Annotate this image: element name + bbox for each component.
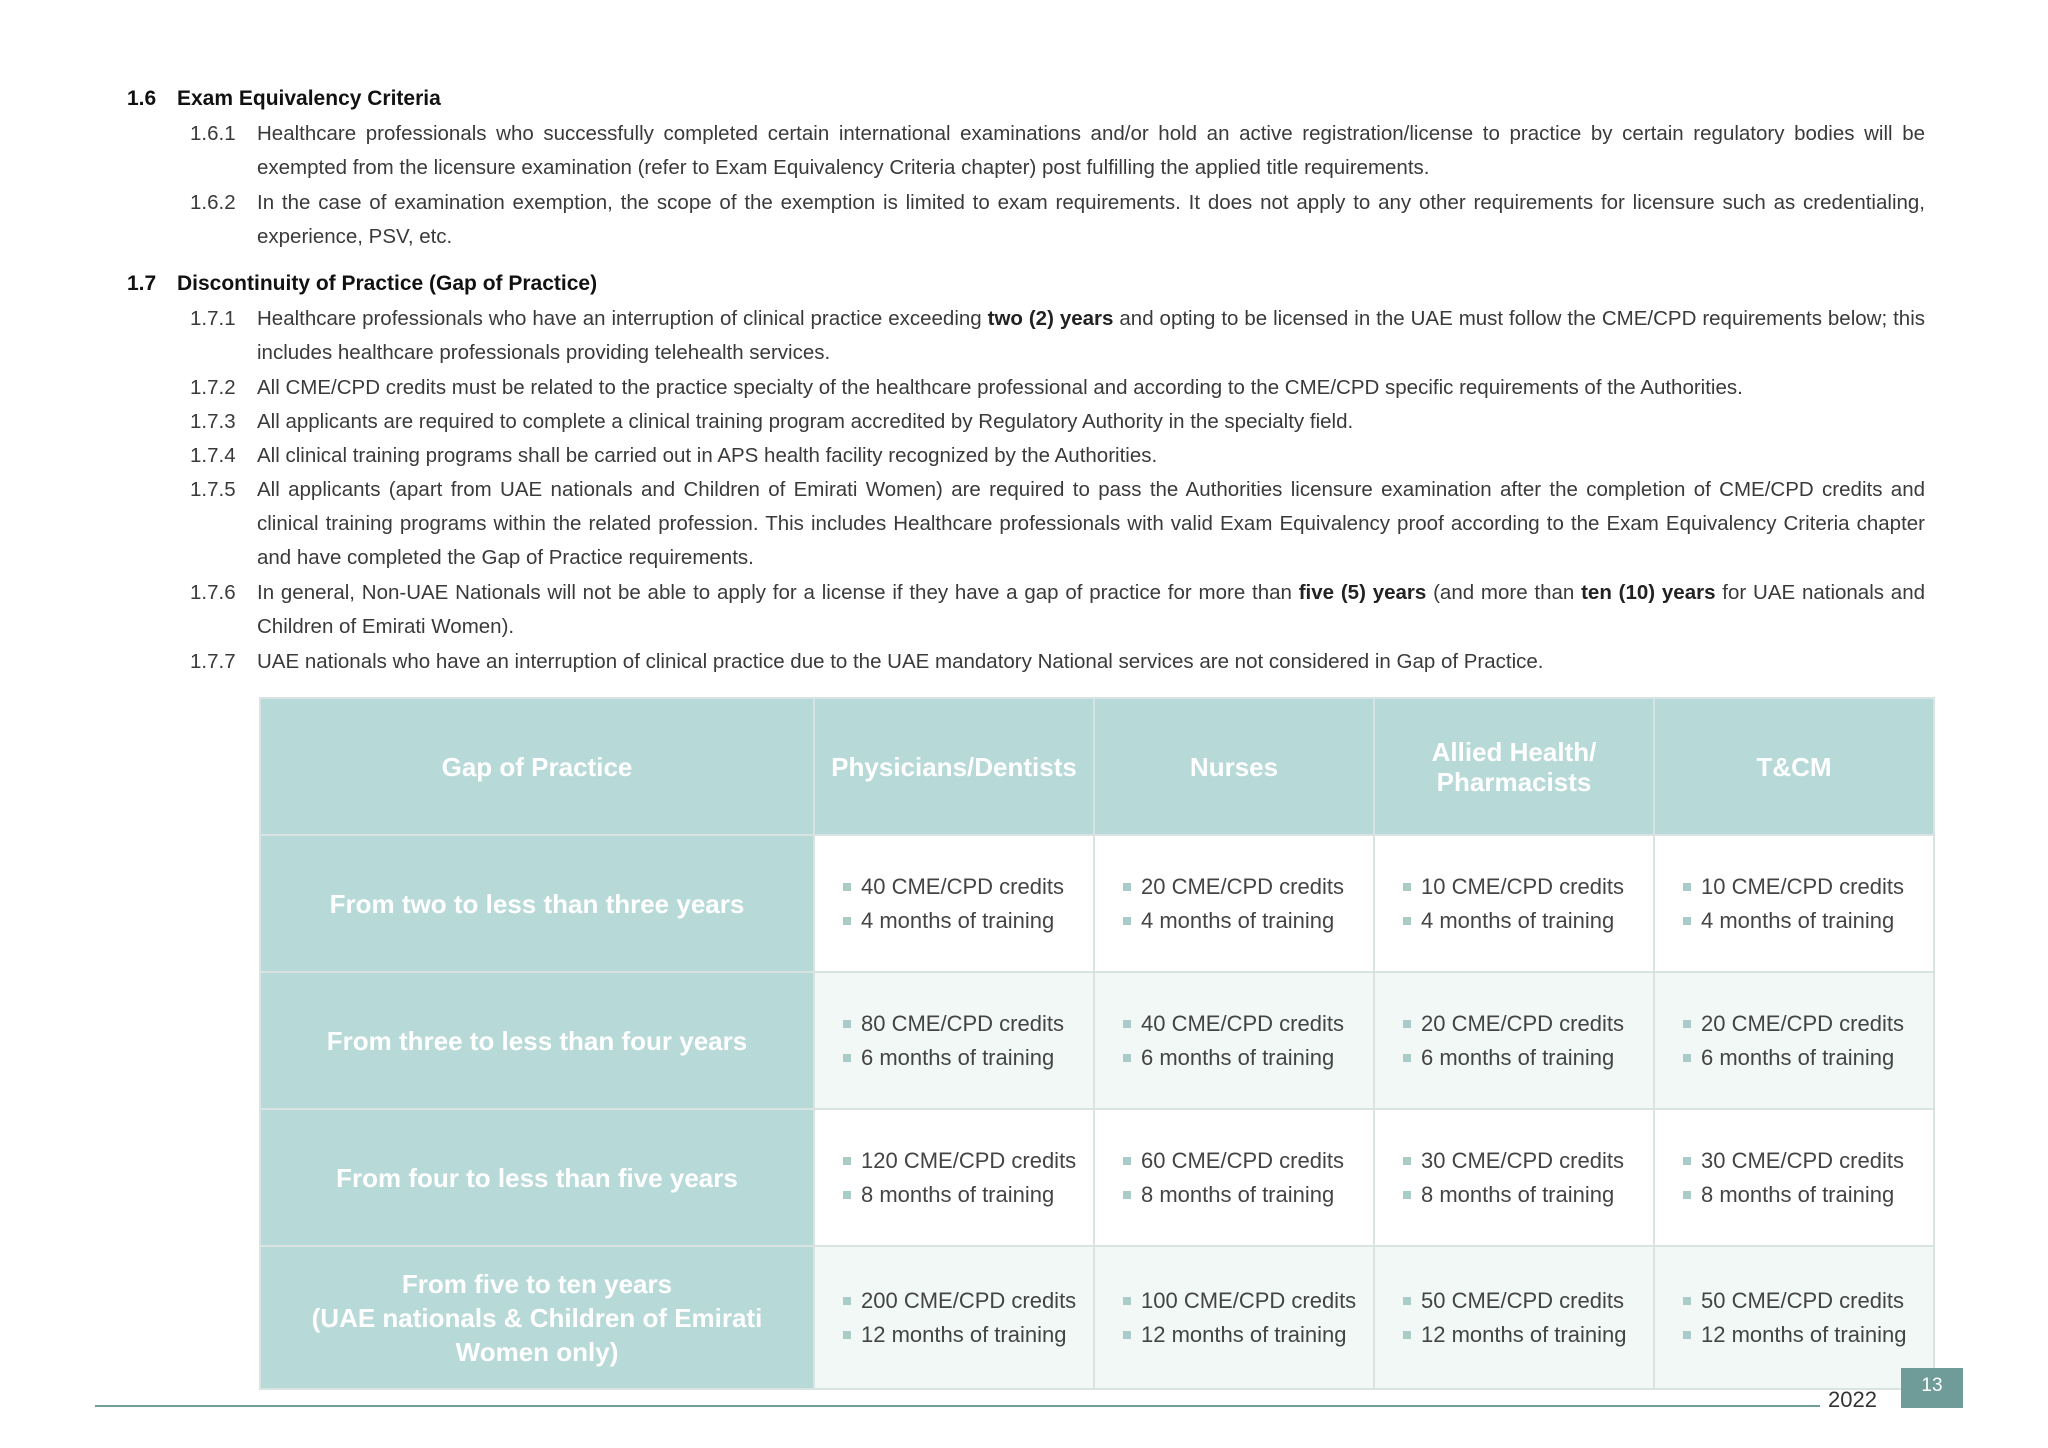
column-header: T&CM [1654, 698, 1934, 835]
table-row [260, 835, 1934, 972]
list-item-1-7-4 [190, 439, 1925, 473]
table-cell [1094, 1109, 1374, 1246]
list-item-1-7-5 [190, 473, 1925, 575]
table-row [260, 972, 1934, 1109]
table-header-row [260, 698, 1934, 835]
table-cell [1374, 1109, 1654, 1246]
section-number: 1.6 [127, 87, 157, 110]
item-number: 1.6.2 [190, 191, 236, 214]
list-item: 8 months of training [843, 1178, 1093, 1212]
column-header: Physicians/Dentists [814, 698, 1094, 835]
list-item: 8 months of training [1683, 1178, 1933, 1212]
list-item: 20 CME/CPD credits [1403, 1007, 1653, 1041]
list-item: 50 CME/CPD credits [1403, 1284, 1653, 1318]
item-text: All applicants are required to complete a clinical training program accredited by Regulatory Authority in the specialty field. [257, 410, 1354, 433]
item-text: All clinical training programs shall be carried out in APS health facility recognized by the Authorities. [257, 444, 1158, 467]
list-item: 80 CME/CPD credits [843, 1007, 1093, 1041]
list-item: 60 CME/CPD credits [1123, 1144, 1373, 1178]
table-cell [814, 1109, 1094, 1246]
list-item: 12 months of training [1683, 1318, 1933, 1352]
item-number: 1.6.1 [190, 122, 236, 145]
list-item: 4 months of training [1403, 904, 1653, 938]
table-cell [1374, 972, 1654, 1109]
table-cell [1654, 1246, 1934, 1389]
section-title: Exam Equivalency Criteria [177, 87, 441, 110]
list-item: 200 CME/CPD credits [843, 1284, 1093, 1318]
list-item: 50 CME/CPD credits [1683, 1284, 1933, 1318]
list-item-1-6-1 [190, 117, 1925, 185]
table-cell [814, 835, 1094, 972]
list-item: 6 months of training [1123, 1041, 1373, 1075]
item-text: In the case of examination exemption, the scope of the exemption is limited to exam requirements. It does not apply to any other requirements for licensure such as credentialing, experience, PSV, etc. [257, 191, 1925, 248]
list-item: 10 CME/CPD credits [1683, 870, 1933, 904]
table-row [260, 1246, 1934, 1389]
list-item: 12 months of training [1123, 1318, 1373, 1352]
table-cell [1374, 1246, 1654, 1389]
section-title: Discontinuity of Practice (Gap of Practice) [177, 272, 598, 295]
list-item-1-7-1 [190, 302, 1925, 370]
item-number: 1.7.3 [190, 410, 236, 433]
item-text: In general, Non-UAE Nationals will not be able to apply for a license if they have a gap of practice for more than five (5) years (and more than ten (10) years for UAE nationals and Children of Emirati Women). [257, 581, 1926, 638]
table-cell [1094, 835, 1374, 972]
table-cell [1094, 972, 1374, 1109]
row-header: From three to less than four years [260, 972, 814, 1109]
list-item: 6 months of training [1403, 1041, 1653, 1075]
list-item: 8 months of training [1403, 1178, 1653, 1212]
list-item: 4 months of training [1683, 904, 1933, 938]
list-item: 20 CME/CPD credits [1683, 1007, 1933, 1041]
page-number: 13 [1901, 1368, 1963, 1408]
column-header: Nurses [1094, 698, 1374, 835]
item-number: 1.7.6 [190, 581, 236, 604]
item-text: UAE nationals who have an interruption of clinical practice due to the UAE mandatory National services are not considered in Gap of Practice. [257, 650, 1544, 673]
item-number: 1.7.7 [190, 650, 236, 673]
list-item-1-7-2 [190, 371, 1925, 405]
gap-of-practice-table [259, 697, 1935, 1390]
section-heading-1-6 [127, 87, 441, 111]
table-cell [1094, 1246, 1374, 1389]
table-cell [1654, 1109, 1934, 1246]
list-item: 40 CME/CPD credits [1123, 1007, 1373, 1041]
list-item: 4 months of training [1123, 904, 1373, 938]
item-number: 1.7.2 [190, 376, 236, 399]
table-row [260, 1109, 1934, 1246]
row-header-line: From five to ten years [401, 1268, 673, 1299]
list-item: 120 CME/CPD credits [843, 1144, 1093, 1178]
table-cell [814, 972, 1094, 1109]
item-number: 1.7.1 [190, 307, 236, 330]
list-item: 40 CME/CPD credits [843, 870, 1093, 904]
emphasis: five (5) years [1298, 581, 1427, 604]
list-item-1-7-6 [190, 576, 1925, 644]
row-header: From four to less than five years [260, 1109, 814, 1246]
list-item-1-7-7 [190, 645, 1925, 679]
item-number: 1.7.4 [190, 444, 236, 467]
list-item-1-6-2 [190, 186, 1925, 254]
row-header [260, 1246, 814, 1389]
row-header-line: (UAE nationals & Children of Emirati Women only) [311, 1302, 763, 1367]
item-text: Healthcare professionals who have an interruption of clinical practice exceeding two (2) years and opting to be licensed in the UAE must follow the CME/CPD requirements below; this includes healthcare professionals providing telehealth services. [257, 307, 1926, 364]
emphasis: two (2) years [987, 307, 1114, 330]
table-cell [1654, 835, 1934, 972]
footer-year: 2022 [1828, 1387, 1877, 1412]
table-cell [1654, 972, 1934, 1109]
table-cell [1374, 835, 1654, 972]
list-item: 10 CME/CPD credits [1403, 870, 1653, 904]
list-item: 30 CME/CPD credits [1683, 1144, 1933, 1178]
table-cell [814, 1246, 1094, 1389]
column-header: Allied Health/ Pharmacists [1374, 698, 1654, 835]
item-text: All applicants (apart from UAE nationals and Children of Emirati Women) are required to pass the Authorities licensure examination after the completion of CME/CPD credits and clinical training programs within the related profession. This includes Healthcare professionals with valid Exam Equivalency proof according to the Exam Equivalency Criteria chapter and have completed the Gap of Practice requirements. [257, 478, 1925, 569]
list-item: 8 months of training [1123, 1178, 1373, 1212]
item-number: 1.7.5 [190, 478, 236, 501]
item-text: All CME/CPD credits must be related to the practice specialty of the healthcare professional and according to the CME/CPD specific requirements of the Authorities. [257, 376, 1743, 399]
item-text: Healthcare professionals who successfully completed certain international examinations and/or hold an active registration/license to practice by certain regulatory bodies will be exempted from the licensure examination (refer to Exam Equivalency Criteria chapter) post fulfilling the applied title requirements. [257, 122, 1925, 179]
footer-divider [95, 1405, 1820, 1407]
list-item: 12 months of training [1403, 1318, 1653, 1352]
list-item-1-7-3 [190, 405, 1925, 439]
list-item: 6 months of training [1683, 1041, 1933, 1075]
section-heading-1-7 [127, 272, 597, 296]
list-item: 30 CME/CPD credits [1403, 1144, 1653, 1178]
list-item: 6 months of training [843, 1041, 1093, 1075]
section-number: 1.7 [127, 272, 157, 295]
list-item: 100 CME/CPD credits [1123, 1284, 1373, 1318]
row-header: From two to less than three years [260, 835, 814, 972]
list-item: 12 months of training [843, 1318, 1093, 1352]
list-item: 20 CME/CPD credits [1123, 870, 1373, 904]
list-item: 4 months of training [843, 904, 1093, 938]
emphasis: ten (10) years [1581, 581, 1716, 604]
column-header: Gap of Practice [260, 698, 814, 835]
